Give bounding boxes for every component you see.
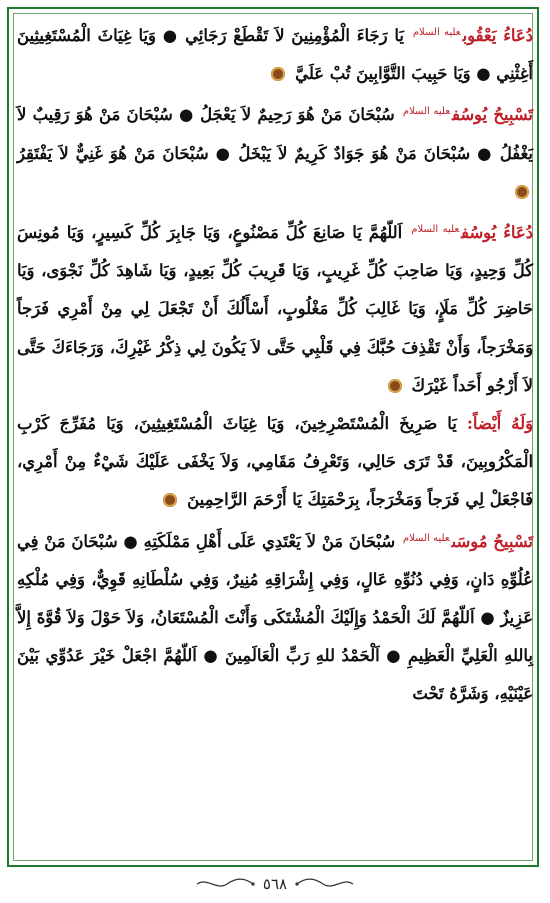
- paragraph-text: اَللّهُمَّ يَا صَانِعَ كُلِّ مَصْنُوعٍ، وَيَا جَابِرَ كُلِّ كَسِيرٍ، وَيَا مُونِسَ كُلِّ وَحِيدٍ، وَيَا صَاحِبَ كُلِّ غَرِيبٍ، وَيَا قَرِيبَ كُلِّ بَعِيدٍ، وَيَا شَاهِدَ كُلِّ نَجْوَى، وَيَا حَاضِرَ كُلِّ مَلَإٍ، وَيَا غَالِبَ كُلِّ مَغْلُوبٍ، أَسْأَلُكَ أَنْ تَجْعَلَ لِي مِنْ أَمْرِي فَرَجاً وَمَخْرَجاً، وَأَنْ تَقْذِفَ حُبَّكَ فِي قَلْبِي حَتَّى لاَ يَكُونَ لِي ذِكْرُ غَيْرِكَ، وَرَجَاءَكَ حَتَّى لاَ أَرْجُو أَحَداً غَيْرَكَ: [17, 223, 533, 395]
- section-heading: تَسْبِيحُ يُوسُف: [452, 105, 533, 125]
- paragraph-tasbih-yusuf: [17, 93, 533, 211]
- text-body: [17, 14, 533, 714]
- paragraph-text: يَا صَرِيخَ الْمُسْتَصْرِخِينَ، وَيَا غِيَاثَ الْمُسْتَغِيثِينَ، وَيَا مُفَرِّجَ كَرْبِ الْمَكْرُوبِينَ، قَدْ تَرَى حَالِي، وَتَعْرِفُ مَقَامِي، وَلاَ يَخْفَى عَلَيْكَ شَيْءٌ مِنْ أَمْرِي، فَاجْعَلْ لِي فَرَجاً وَمَخْرَجاً، بِرَحْمَتِكَ يَا أَرْحَمَ الرَّاحِمِينَ: [17, 414, 533, 510]
- page-footer: [0, 872, 550, 896]
- paragraph-text: سُبْحَانَ مَنْ هُوَ رَحِيمٌ لاَ يَعْجَلُ ● سُبْحَانَ مَنْ هُوَ رَقِيبٌ لاَ يَغْفُلُ ● سُبْحَانَ مَنْ هُوَ جَوَادٌ كَرِيمٌ لاَ يَبْخَلُ ● سُبْحَانَ مَنْ هُوَ غَنِيٌّ لاَ يَفْتَقِرُ: [17, 105, 533, 163]
- section-heading: وَلَهُ أَيْضاً:: [466, 414, 533, 434]
- paragraph-end-ornament-icon: [388, 379, 402, 393]
- section-heading: دُعَاءُ يَعْقُوب: [462, 26, 533, 45]
- paragraph-end-ornament-icon: [271, 67, 285, 81]
- honorific-symbol: عليه السلام: [402, 532, 450, 544]
- paragraph-tasbih-musa: [17, 520, 533, 714]
- paragraph-text: يَا رَجَاءَ الْمُؤْمِنِينَ لاَ تَقْطَعْ رَجَائِي ● وَيَا غِيَاثَ الْمُسْتَغِيثِينَ أَغِثْنِي ● وَيَا حَبِيبَ التَّوَّابِينَ تُبْ عَلَيَّ: [17, 26, 533, 84]
- page-number: ٥٦٨: [262, 875, 288, 893]
- paragraph-end-ornament-icon: [515, 185, 529, 199]
- honorific-symbol: عليه السلام: [412, 27, 461, 38]
- paragraph-text: سُبْحَانَ مَنْ لاَ يَعْتَدِي عَلَى أَهْلِ مَمْلَكَتِهِ ● سُبْحَانَ مَنْ فِي عُلُوِّهِ دَانٍ، وَفِي دُنُوِّهِ عَالٍ، وَفِي إِشْرَاقِهِ مُنِيرٌ، وَفِي سُلْطَانِهِ قَوِيٌّ، وَفِي مُلْكِهِ عَزِيزٌ ● اَللّهُمَّ لَكَ الْحَمْدُ وَإِلَيْكَ الْمُشْتَكَى وَأَنْتَ الْمُسْتَعَانُ، وَلاَ حَوْلَ وَلاَ قُوَّةَ إِلاَّ بِاللهِ الْعَلِيِّ الْعَظِيمِ ● اَلْحَمْدُ للهِ رَبِّ الْعَالَمِينَ ● اَللّهُمَّ اجْعَلْ خَيْرَ عَدُوِّي بَيْنَ عَيْنَيْهِ، وَشَرَّهُ تَحْتَ: [17, 531, 533, 704]
- section-heading: دُعَاءُ يُوسُف: [461, 223, 533, 243]
- footer-ornament-right-icon: [295, 877, 355, 891]
- paragraph-end-ornament-icon: [163, 493, 177, 507]
- paragraph-walahu-aydan: [17, 405, 533, 520]
- honorific-symbol: عليه السلام: [402, 106, 451, 118]
- paragraph-dua-yusuf: [17, 211, 533, 405]
- paragraph-dua-yaqub: [17, 14, 533, 93]
- section-heading: تَسْبِيحُ مُوسَى: [451, 531, 533, 551]
- honorific-symbol: عليه السلام: [411, 224, 460, 236]
- footer-ornament-left-icon: [195, 877, 255, 891]
